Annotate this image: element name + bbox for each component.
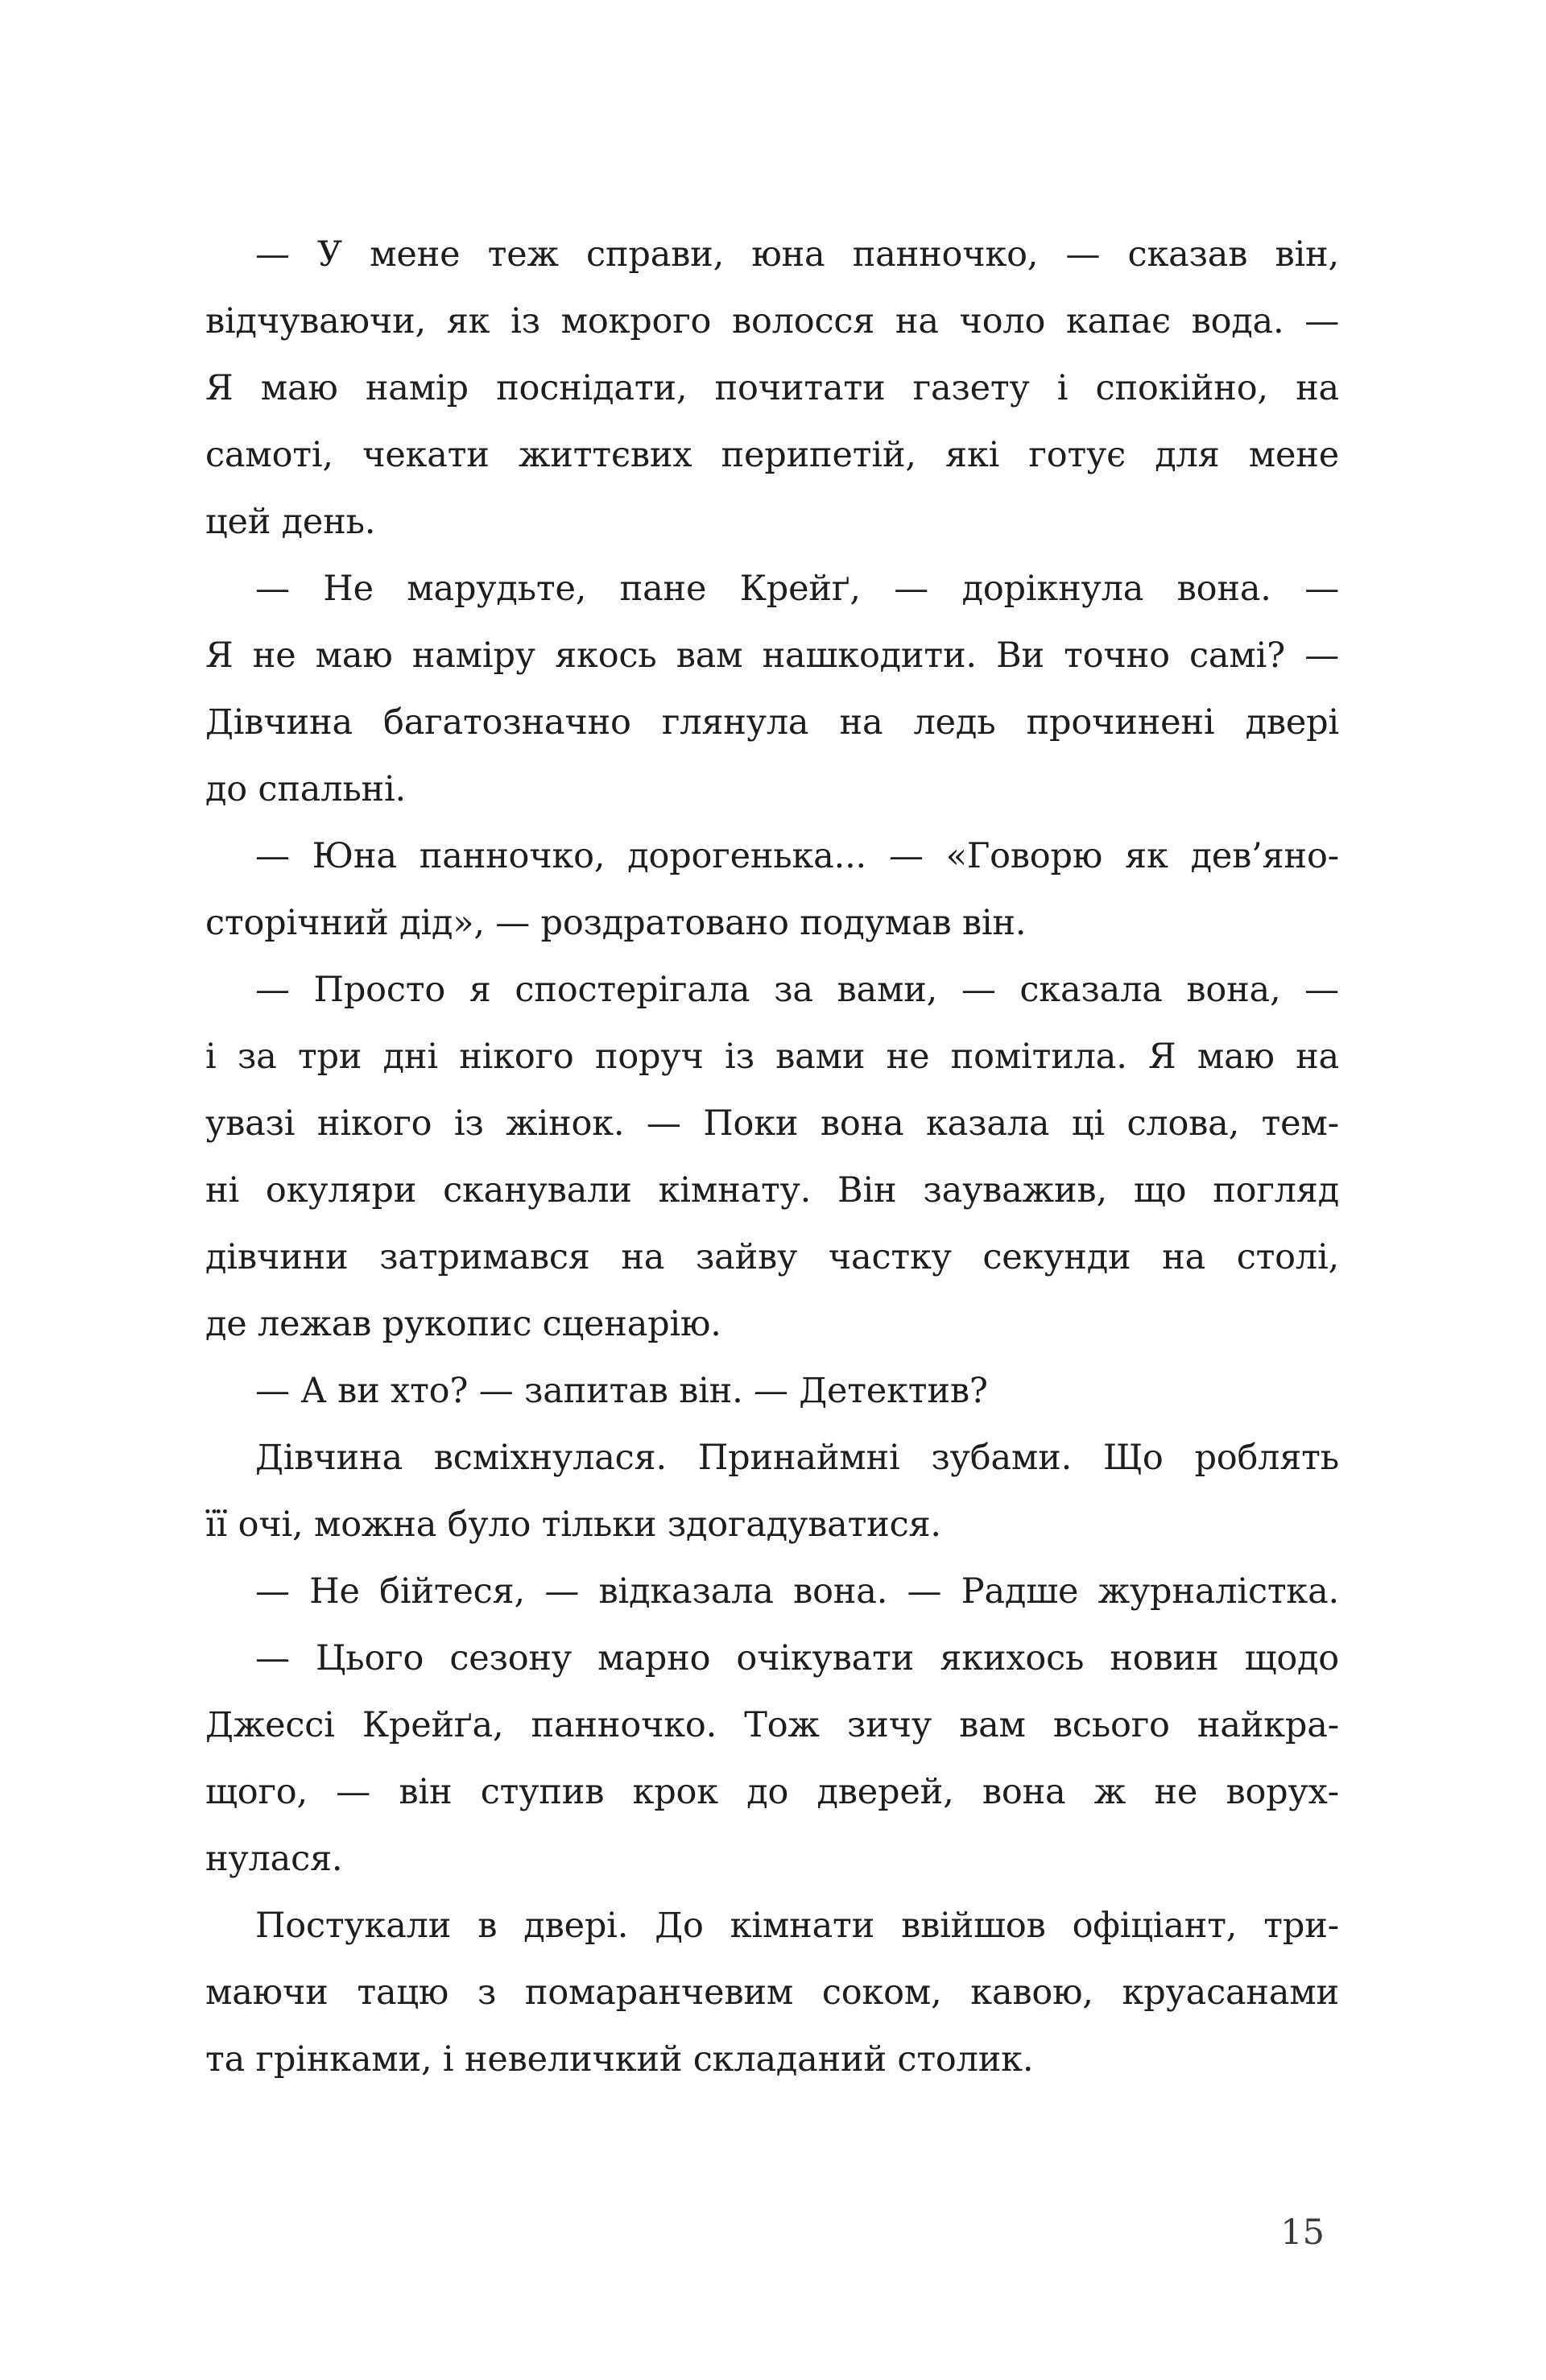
text-line: увазі нікого із жінок. — Поки вона казала ці слова, тем- xyxy=(205,1103,1339,1144)
text-line: — Не бійтеся, — відказала вона. — Радше журналістка. xyxy=(255,1571,1339,1612)
text-line: Я не маю наміру якось вам нашкодити. Ви точно самі? — xyxy=(205,635,1339,676)
text-line: її очі, можна було тільки здогадуватися. xyxy=(205,1505,941,1545)
text-line: відчуваючи, як із мокрого волосся на чоло капає вода. — xyxy=(205,301,1339,341)
text-line: — Не марудьте, пане Крейґ, — дорікнула вона. — xyxy=(255,569,1339,609)
text-line: сторічний дід», — роздратовано подумав він. xyxy=(205,903,1027,943)
text-block xyxy=(205,221,1339,2093)
text-line: ні окуляри сканували кімнату. Він зауважив, що погляд xyxy=(205,1170,1339,1211)
text-line: де лежав рукопис сценарію. xyxy=(205,1304,721,1344)
text-line: цей день. xyxy=(205,502,376,542)
text-line: маючи тацю з помаранчевим соком, кавою, круасанами xyxy=(205,1972,1339,2013)
text-line: — А ви хто? — запитав він. — Детектив? xyxy=(255,1371,988,1411)
text-line: та грінками, і невеличкий складаний столик. xyxy=(205,2039,1034,2080)
text-line: Постукали в двері. До кімнати ввійшов офіціант, три- xyxy=(255,1906,1339,1946)
text-line: — Юна панночко, дорогенька... — «Говорю як дев’яно- xyxy=(255,836,1339,876)
text-line: нулася. xyxy=(205,1839,343,1879)
text-line: до спальні. xyxy=(205,769,407,809)
text-line: — Цього сезону марно очікувати якихось новин щодо xyxy=(255,1638,1339,1678)
text-line: — Просто я спостерігала за вами, — сказала вона, — xyxy=(255,970,1339,1010)
text-line: — У мене теж справи, юна панночко, — сказав він, xyxy=(255,234,1339,275)
page-number: 15 xyxy=(1280,2212,1325,2253)
text-line: Дівчина багатозначно глянула на ледь прочинені двері xyxy=(205,702,1339,743)
text-line: Дівчина всміхнулася. Принаймні зубами. Що роблять xyxy=(255,1438,1339,1478)
text-line: Я маю намір поснідати, почитати газету і спокійно, на xyxy=(205,368,1339,408)
text-line: дівчини затримався на зайву частку секунди на столі, xyxy=(205,1237,1339,1277)
text-line: самоті, чекати життєвих перипетій, які готує для мене xyxy=(205,435,1339,475)
text-line: Джессі Крейґа, панночко. Тож зичу вам всього найкра- xyxy=(205,1705,1339,1745)
text-line: і за три дні нікого поруч із вами не помітила. Я маю на xyxy=(205,1037,1339,1077)
text-line: щого, — він ступив крок до дверей, вона ж не ворух- xyxy=(205,1772,1339,1812)
